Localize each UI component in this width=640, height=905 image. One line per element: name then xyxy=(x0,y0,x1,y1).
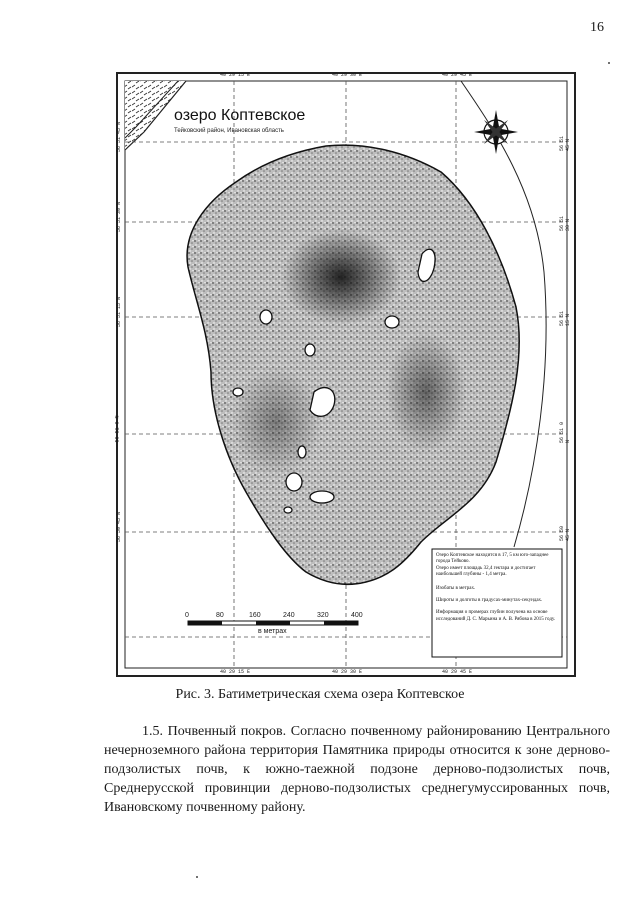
coord-right-5: 56 50 45 N xyxy=(559,525,571,541)
scale-tick-320: 320 xyxy=(317,612,329,619)
scale-tick-240: 240 xyxy=(283,612,295,619)
info-line-location: Озеро Коптевское находится в 17, 5 км юго-западнее города Тейково. xyxy=(436,553,549,565)
coord-bottom-1: 40 29 15 E xyxy=(220,669,251,675)
coord-right-1: 56 51 45 N xyxy=(559,135,571,151)
coord-top-3: 40 29 45 E xyxy=(442,72,473,78)
info-line-isobaths: Изобаты в метрах. xyxy=(436,585,476,591)
map-title: озеро Коптевское xyxy=(174,107,306,124)
coord-right-2: 56 51 30 N xyxy=(559,215,571,231)
coord-left-3: 56 51 15 N xyxy=(116,296,123,328)
page-number: 16 xyxy=(590,20,604,35)
info-line-coords: Широты и долготы в градусах-минутах-секундах. xyxy=(436,598,543,604)
coord-top-2: 40 29 30 E xyxy=(332,72,363,78)
soil-paragraph: 1.5. Почвенный покров. Согласно почвенному районированию Центрального нечерноземного района территория Памятника природы относится к зоне дерново-подзолистых почв, к южно-таежной подзоне дерново-подзолистых почв, Среднерусской провинции дерново-подзолистых среднегумуссированных почв, Ивановскому почвенному району. xyxy=(104,724,610,815)
map-subtitle: Тейковский район, Ивановская область xyxy=(174,128,284,134)
bathymetric-map xyxy=(116,72,576,677)
info-line-source: Информация о промерах глубин получена на основе исследований Д. С. Марьина и А. В. Рябова в 2015 году. xyxy=(436,610,556,622)
scale-label: в метрах xyxy=(258,628,287,635)
scale-tick-0: 0 xyxy=(185,612,189,619)
scale-bar xyxy=(188,621,358,625)
info-box xyxy=(436,553,558,623)
figure-caption: Рис. 3. Батиметрическая схема озера Коптевское xyxy=(175,687,465,702)
coord-left-2: 56 51 30 N xyxy=(116,201,123,233)
coord-left-4: 56 51 0 N xyxy=(114,415,121,443)
scale-tick-400: 400 xyxy=(351,612,363,619)
coord-bottom-2: 40 29 30 E xyxy=(332,669,363,675)
coord-left-5: 56 50 45 N xyxy=(116,511,123,543)
coord-right-4: 56 51 0 N xyxy=(559,421,571,443)
info-line-area: Озеро имеет площадь 32,4 гектара и достигает наибольшей глубины - 1,4 метра. xyxy=(436,565,536,578)
coord-right-3: 56 51 15 N xyxy=(559,310,571,326)
scan-artifact xyxy=(196,876,198,878)
coord-left-1: 56 51 45 N xyxy=(116,121,123,153)
scale-tick-80: 80 xyxy=(216,612,224,619)
scan-artifact xyxy=(608,62,610,64)
coord-top-1: 40 29 15 E xyxy=(220,72,251,78)
scale-tick-160: 160 xyxy=(249,612,261,619)
coord-bottom-3: 40 29 45 E xyxy=(442,669,473,675)
